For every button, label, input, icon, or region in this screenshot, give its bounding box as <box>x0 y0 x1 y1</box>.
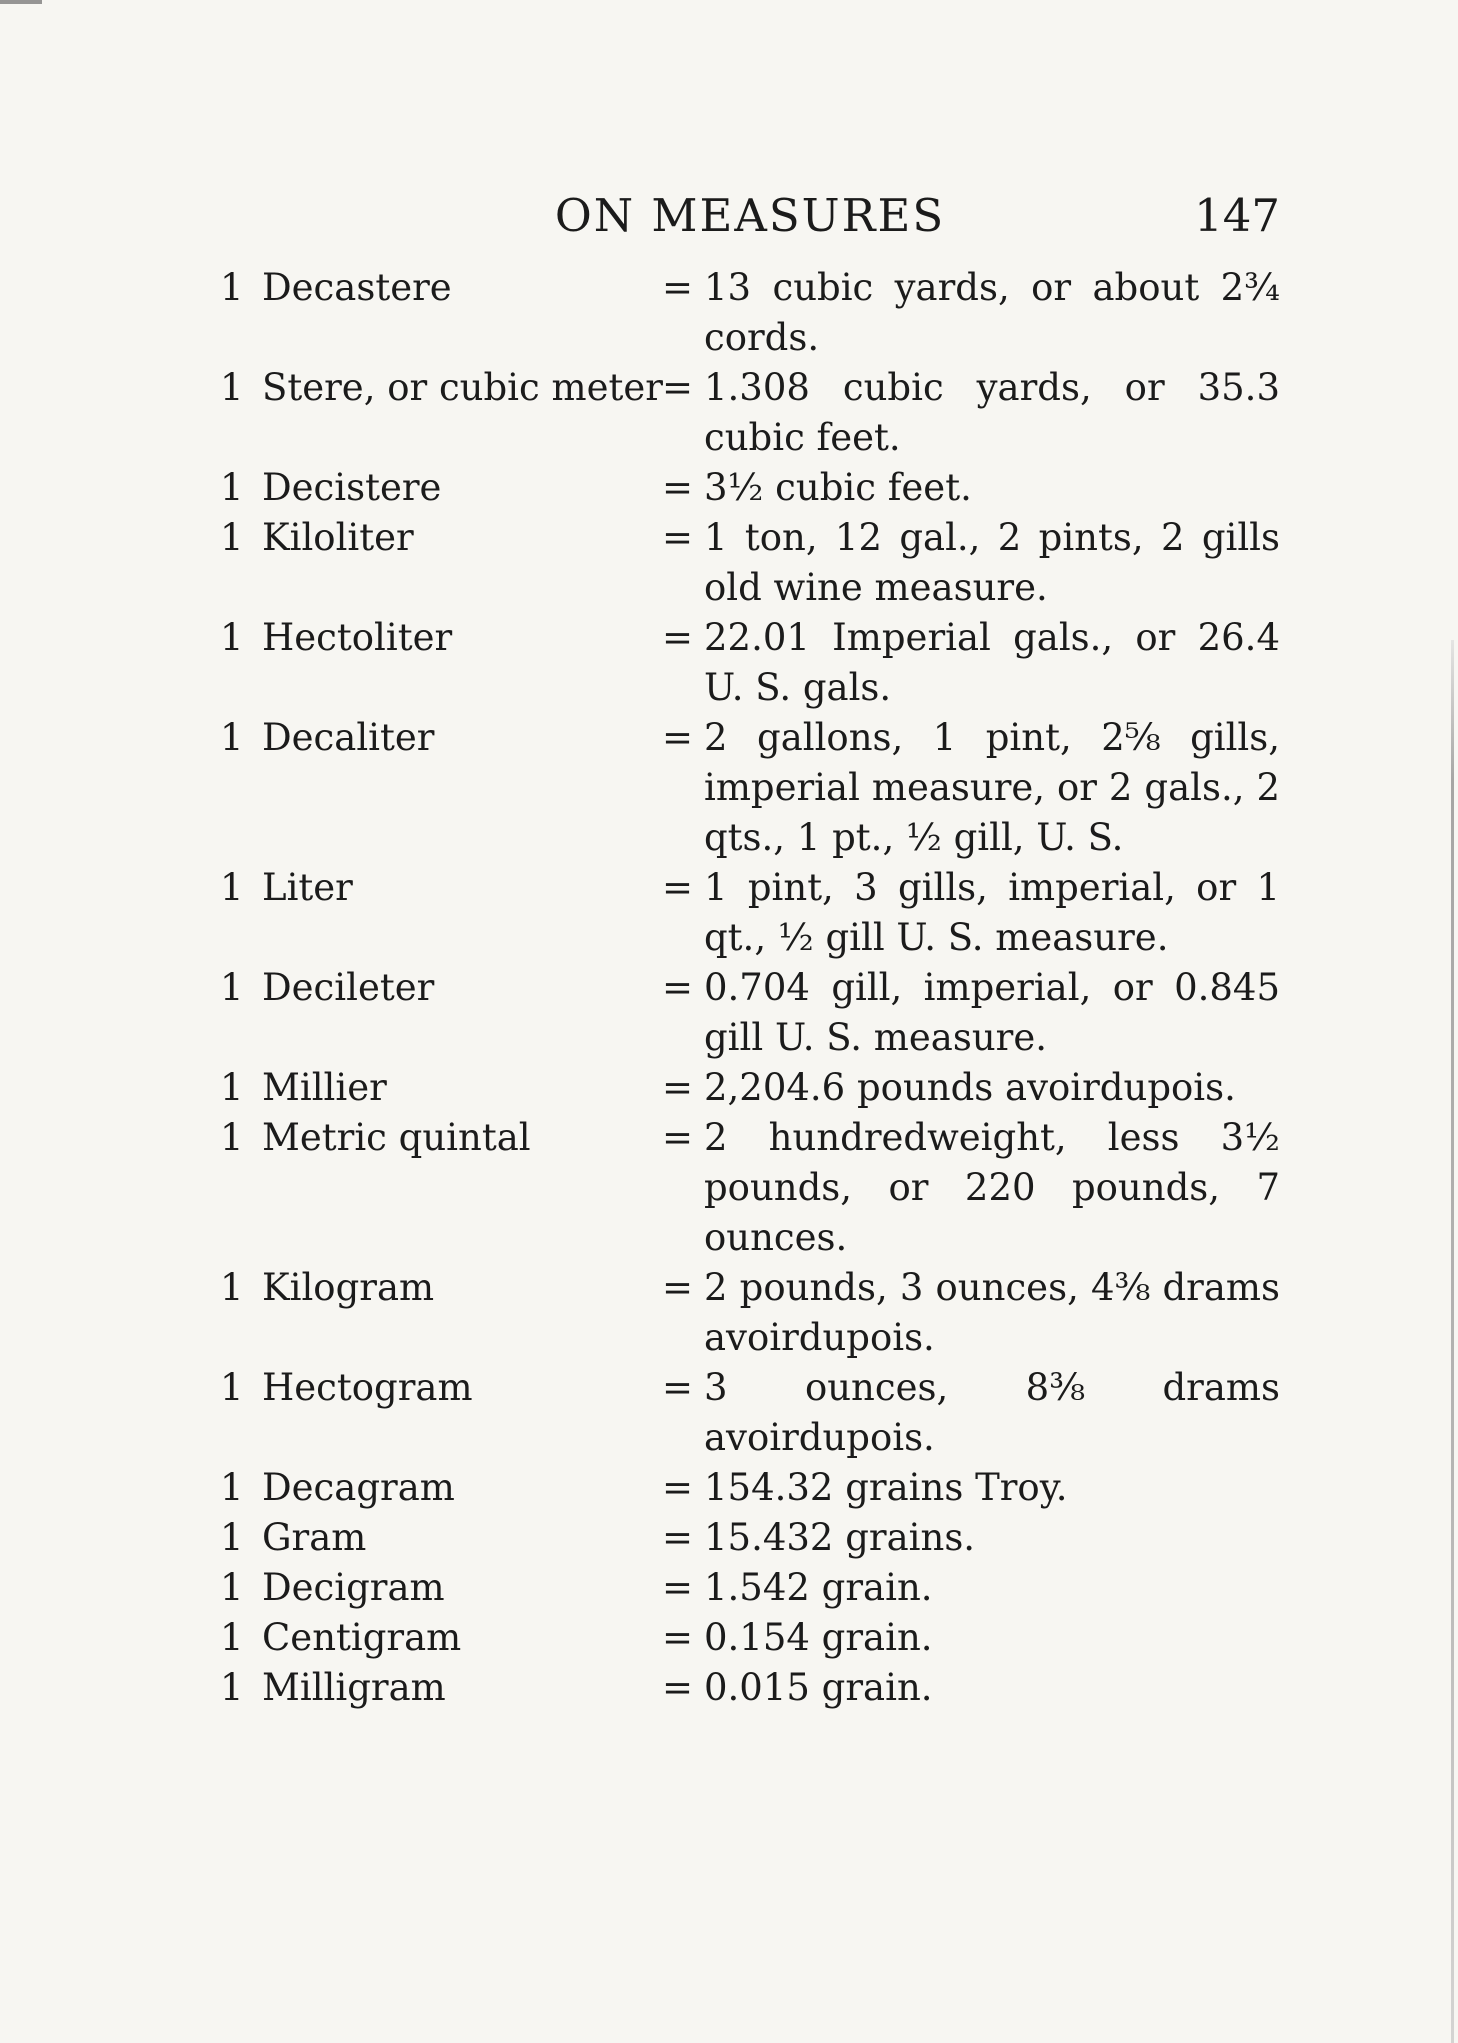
unit-equivalent <box>662 1613 1280 1663</box>
unit-term <box>220 1663 446 1713</box>
unit-term <box>220 1563 445 1613</box>
unit-term <box>220 1463 455 1513</box>
equivalent-text: 2 gallons, 1 pint, 2⅝ gills, imperial measure, or 2 gals., 2 qts., 1 pt., ½ gill, U. S. <box>704 716 1280 859</box>
table-row <box>220 963 1280 1063</box>
table-row <box>220 463 1280 513</box>
table-row <box>220 1513 1280 1563</box>
unit-equivalent <box>662 1463 1280 1513</box>
unit-term <box>220 713 434 763</box>
equivalent-text: 22.01 Imperial gals., or 26.4 U. S. gals. <box>704 616 1280 709</box>
equivalent-text: 154.32 grains Troy. <box>704 1466 1068 1509</box>
running-header <box>220 188 1280 244</box>
unit-name: Metric quintal <box>262 1116 531 1159</box>
unit-name: Decileter <box>262 966 435 1009</box>
page-gutter-edge <box>1451 640 1454 2043</box>
table-row <box>220 1363 1280 1463</box>
equals-sign: = <box>662 1666 694 1709</box>
unit-count: 1 <box>220 1616 244 1659</box>
unit-name: Liter <box>262 866 353 909</box>
equivalent-text: 2 pounds, 3 ounces, 4⅜ drams avoirdupois. <box>704 1266 1280 1359</box>
unit-term <box>220 963 434 1013</box>
unit-count: 1 <box>220 466 244 509</box>
unit-name: Decagram <box>262 1466 455 1509</box>
equals-sign: = <box>662 716 694 759</box>
equivalent-text: 1 ton, 12 gal., 2 pints, 2 gills old wine measure. <box>704 516 1280 609</box>
unit-name: Decistere <box>262 466 442 509</box>
table-row <box>220 613 1280 713</box>
equivalent-text: 3 ounces, 8⅜ drams avoirdupois. <box>704 1366 1280 1459</box>
equivalent-text: 1 pint, 3 gills, imperial, or 1 qt., ½ gill U. S. measure. <box>704 866 1280 959</box>
unit-term <box>220 463 441 513</box>
table-row <box>220 1463 1280 1513</box>
equals-sign: = <box>662 266 694 309</box>
unit-count: 1 <box>220 1116 244 1159</box>
equivalent-text: 0.015 grain. <box>704 1666 933 1709</box>
equivalent-text: 1.542 grain. <box>704 1566 933 1609</box>
unit-term <box>220 1263 434 1313</box>
page-number: 147 <box>1194 189 1280 242</box>
unit-count: 1 <box>220 966 244 1009</box>
unit-count: 1 <box>220 1066 244 1109</box>
unit-equivalent <box>662 613 1280 713</box>
equivalent-text: 13 cubic yards, or about 2¾ cords. <box>704 266 1280 359</box>
unit-name: Centigram <box>262 1616 462 1659</box>
unit-count: 1 <box>220 1466 244 1509</box>
page-title: ON MEASURES <box>554 189 946 242</box>
equals-sign: = <box>662 866 694 909</box>
table-row <box>220 363 1280 463</box>
unit-equivalent <box>662 1563 1280 1613</box>
unit-equivalent <box>662 1513 1280 1563</box>
unit-name: Stere, or cubic meter <box>262 366 663 409</box>
equivalent-text: 2 hundredweight, less 3½ pounds, or 220 pounds, 7 ounces. <box>704 1116 1280 1259</box>
equals-sign: = <box>662 1266 694 1309</box>
unit-equivalent <box>662 463 1280 513</box>
unit-term <box>220 1513 366 1563</box>
unit-name: Milligram <box>262 1666 446 1709</box>
unit-name: Decigram <box>262 1566 445 1609</box>
unit-count: 1 <box>220 1566 244 1609</box>
equals-sign: = <box>662 966 694 1009</box>
table-row <box>220 1113 1280 1263</box>
equals-sign: = <box>662 1116 694 1159</box>
table-row <box>220 263 1280 363</box>
unit-name: Gram <box>262 1516 367 1559</box>
unit-count: 1 <box>220 1266 244 1309</box>
equals-sign: = <box>662 516 694 559</box>
table-row <box>220 1263 1280 1363</box>
unit-count: 1 <box>220 1366 244 1409</box>
unit-equivalent <box>662 363 1280 463</box>
unit-equivalent <box>662 713 1280 863</box>
unit-count: 1 <box>220 866 244 909</box>
unit-count: 1 <box>220 516 244 559</box>
unit-equivalent <box>662 863 1280 963</box>
unit-equivalent <box>662 513 1280 613</box>
equals-sign: = <box>662 1516 694 1559</box>
unit-term <box>220 513 414 563</box>
unit-term <box>220 613 452 663</box>
equals-sign: = <box>662 1366 694 1409</box>
equivalent-text: 0.154 grain. <box>704 1616 933 1659</box>
unit-name: Hectogram <box>262 1366 473 1409</box>
equivalent-text: 2,204.6 pounds avoirdupois. <box>704 1066 1236 1109</box>
unit-count: 1 <box>220 366 244 409</box>
unit-equivalent <box>662 1663 1280 1713</box>
measures-table <box>220 263 1280 1713</box>
unit-name: Millier <box>262 1066 387 1109</box>
unit-count: 1 <box>220 716 244 759</box>
unit-name: Kiloliter <box>262 516 414 559</box>
unit-name: Hectoliter <box>262 616 453 659</box>
unit-term <box>220 1063 387 1113</box>
equals-sign: = <box>662 1616 694 1659</box>
unit-count: 1 <box>220 616 244 659</box>
equivalent-text: 1.308 cubic yards, or 35.3 cubic feet. <box>704 366 1280 459</box>
table-row <box>220 863 1280 963</box>
table-row <box>220 1563 1280 1613</box>
unit-term <box>220 1613 461 1663</box>
unit-term <box>220 1363 473 1413</box>
equals-sign: = <box>662 366 694 409</box>
unit-equivalent <box>662 1063 1280 1113</box>
unit-name: Decaliter <box>262 716 435 759</box>
unit-count: 1 <box>220 266 244 309</box>
unit-equivalent <box>662 1363 1280 1463</box>
unit-term <box>220 1113 531 1163</box>
unit-term <box>220 863 353 913</box>
equivalent-text: 0.704 gill, imperial, or 0.845 gill U. S. measure. <box>704 966 1280 1059</box>
unit-count: 1 <box>220 1516 244 1559</box>
unit-equivalent <box>662 263 1280 363</box>
unit-equivalent <box>662 1113 1280 1263</box>
equals-sign: = <box>662 1566 694 1609</box>
unit-count: 1 <box>220 1666 244 1709</box>
corner-mark <box>0 0 42 4</box>
equals-sign: = <box>662 1466 694 1509</box>
table-row <box>220 1063 1280 1113</box>
equals-sign: = <box>662 616 694 659</box>
unit-name: Decastere <box>262 266 452 309</box>
table-row <box>220 1613 1280 1663</box>
unit-term <box>220 363 663 413</box>
equivalent-text: 3½ cubic feet. <box>704 466 972 509</box>
equals-sign: = <box>662 466 694 509</box>
unit-name: Kilogram <box>262 1266 435 1309</box>
table-row <box>220 1663 1280 1713</box>
table-row <box>220 513 1280 613</box>
table-row <box>220 713 1280 863</box>
unit-equivalent <box>662 1263 1280 1363</box>
equivalent-text: 15.432 grains. <box>704 1516 976 1559</box>
unit-term <box>220 263 452 313</box>
unit-equivalent <box>662 963 1280 1063</box>
equals-sign: = <box>662 1066 694 1109</box>
